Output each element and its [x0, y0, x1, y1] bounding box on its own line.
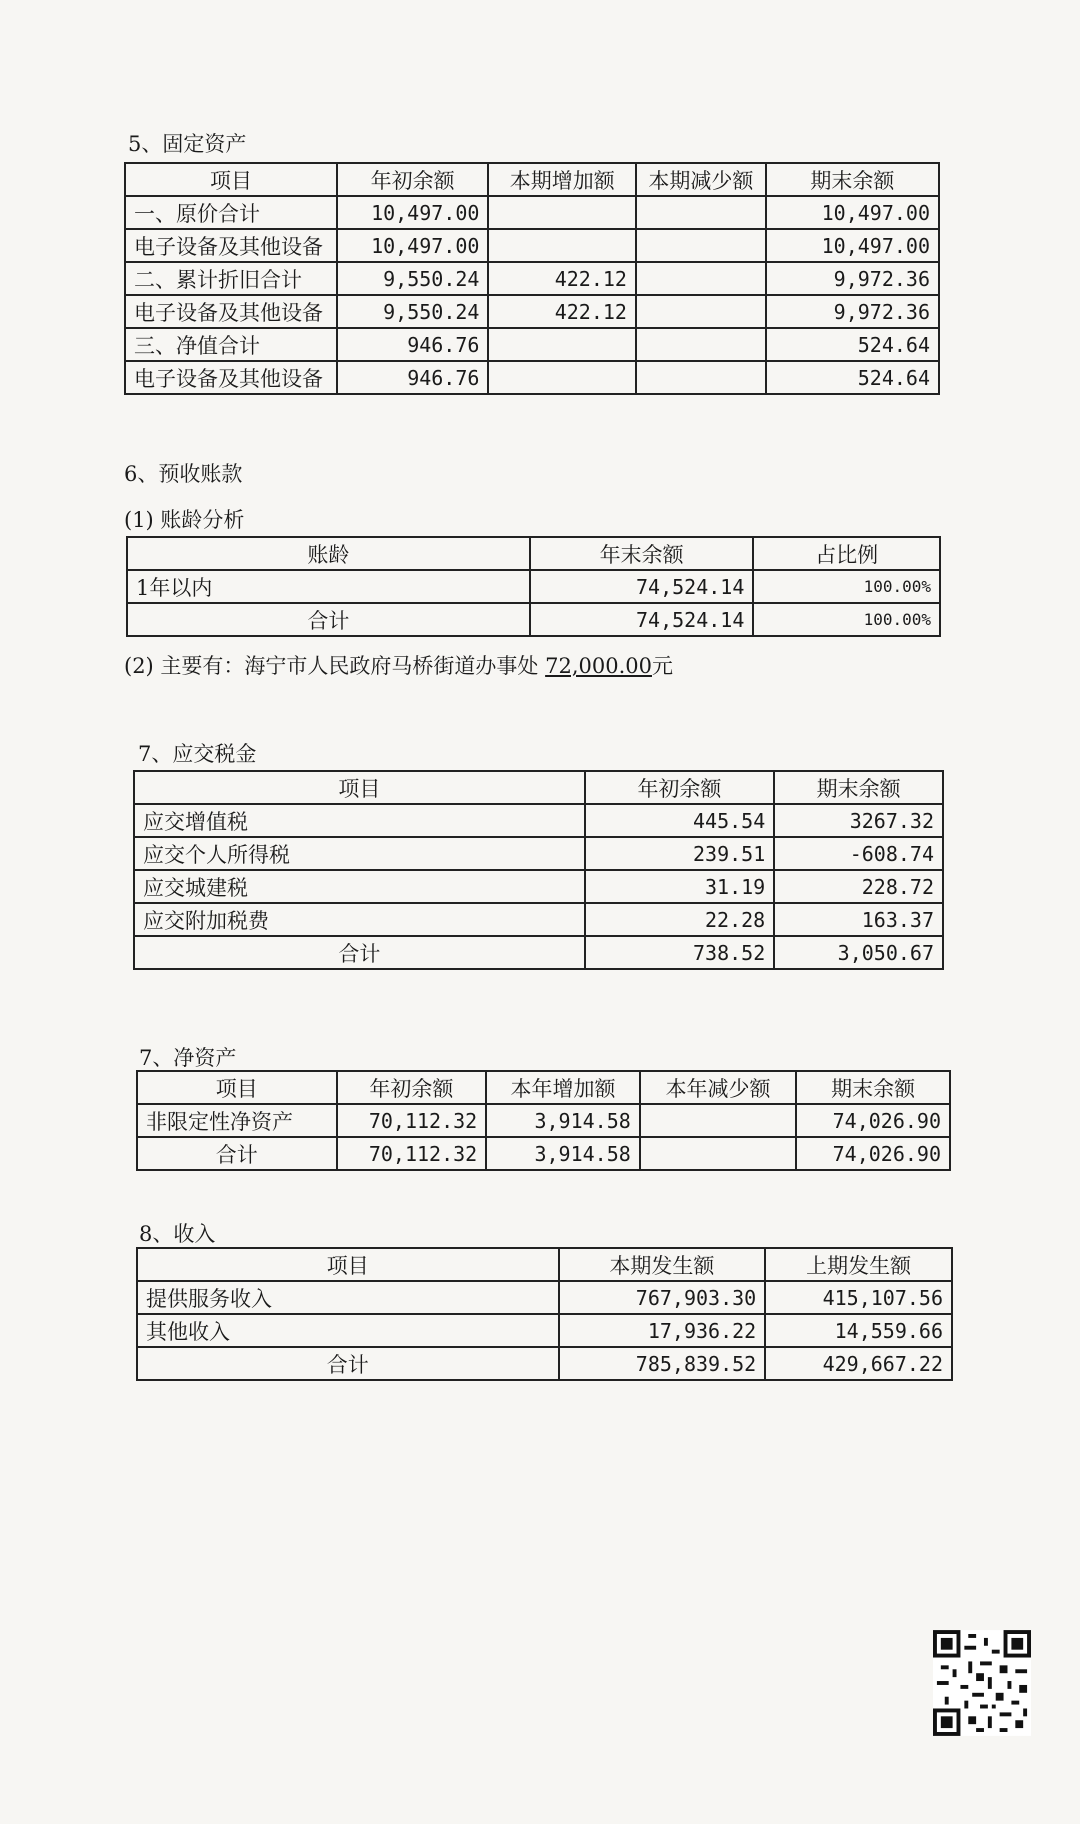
header-cell: 期末余额: [766, 163, 939, 196]
table-row: [125, 295, 939, 328]
header-cell: 账龄: [127, 537, 530, 570]
cell-value: [640, 1104, 797, 1137]
row-label: 应交个人所得税: [134, 837, 585, 870]
table-row: [137, 1347, 952, 1380]
cell-value: 74,026.90: [796, 1104, 950, 1137]
cell-value: 228.72: [774, 870, 943, 903]
row-label: 三、净值合计: [125, 328, 337, 361]
header-cell: 本期增加额: [488, 163, 636, 196]
table-row: [134, 870, 943, 903]
header-cell: 项目: [125, 163, 337, 196]
header-cell: 期末余额: [774, 771, 943, 804]
cell-value: 415,107.56: [765, 1281, 952, 1314]
table-header-row: [125, 163, 939, 196]
cell-value: 10,497.00: [337, 229, 489, 262]
cell-value: 100.00%: [753, 603, 940, 636]
row-label: 电子设备及其他设备: [125, 229, 337, 262]
cell-value: 70,112.32: [337, 1137, 487, 1170]
header-cell: 项目: [137, 1248, 559, 1281]
cell-value: 14,559.66: [765, 1314, 952, 1347]
cell-value: [636, 262, 766, 295]
row-label: 1年以内: [127, 570, 530, 603]
header-cell: 年初余额: [585, 771, 775, 804]
row-label: 其他收入: [137, 1314, 559, 1347]
cell-value: [488, 229, 636, 262]
section-title-advance-receipts: 6、预收账款: [124, 462, 243, 486]
row-label: 电子设备及其他设备: [125, 361, 337, 394]
table-row: [137, 1314, 952, 1347]
table-row: [125, 229, 939, 262]
header-cell: 本期发生额: [559, 1248, 766, 1281]
row-label: 合计: [137, 1347, 559, 1380]
cell-value: 100.00%: [753, 570, 940, 603]
table-row: [125, 361, 939, 394]
table-row: [134, 804, 943, 837]
row-label: 应交城建税: [134, 870, 585, 903]
table-header-row: [137, 1248, 952, 1281]
row-label: 应交增值税: [134, 804, 585, 837]
table-header-row: [134, 771, 943, 804]
table-row: [134, 936, 943, 969]
cell-value: [636, 328, 766, 361]
table-header-row: [127, 537, 940, 570]
row-label: 二、累计折旧合计: [125, 262, 337, 295]
table-row: [137, 1281, 952, 1314]
cell-value: 9,972.36: [766, 295, 939, 328]
table-row: [127, 570, 940, 603]
header-cell: 本年减少额: [640, 1071, 797, 1104]
cell-value: 74,524.14: [530, 603, 754, 636]
section-title-fixed-assets: 5、固定资产: [128, 132, 247, 156]
section-title-net-assets: 7、净资产: [139, 1046, 237, 1070]
table-row: [137, 1137, 950, 1170]
taxes-table: [133, 770, 944, 970]
cell-value: 3267.32: [774, 804, 943, 837]
section-title-taxes: 7、应交税金: [138, 742, 257, 766]
cell-value: 163.37: [774, 903, 943, 936]
cell-value: 524.64: [766, 361, 939, 394]
qr-code-icon: [933, 1630, 1031, 1736]
section-title-income: 8、收入: [139, 1222, 216, 1246]
cell-value: 17,936.22: [559, 1314, 766, 1347]
table-row: [125, 196, 939, 229]
header-cell: 年初余额: [337, 1071, 487, 1104]
row-label: 电子设备及其他设备: [125, 295, 337, 328]
cell-value: [636, 229, 766, 262]
row-label: 非限定性净资产: [137, 1104, 337, 1137]
cell-value: 74,524.14: [530, 570, 754, 603]
subsection-title-aging: (1) 账龄分析: [124, 508, 245, 532]
header-cell: 占比例: [753, 537, 940, 570]
table-row: [127, 603, 940, 636]
aging-table: [126, 536, 941, 637]
cell-value: [488, 328, 636, 361]
cell-value: 9,972.36: [766, 262, 939, 295]
cell-value: [640, 1137, 797, 1170]
cell-value: 785,839.52: [559, 1347, 766, 1380]
cell-value: 9,550.24: [337, 262, 489, 295]
row-label: 提供服务收入: [137, 1281, 559, 1314]
cell-value: 738.52: [585, 936, 775, 969]
table-header-row: [137, 1071, 950, 1104]
header-cell: 上期发生额: [765, 1248, 952, 1281]
net-assets-table: [136, 1070, 951, 1171]
cell-value: 3,050.67: [774, 936, 943, 969]
header-cell: 本年增加额: [486, 1071, 640, 1104]
cell-value: 10,497.00: [766, 196, 939, 229]
row-label: 合计: [134, 936, 585, 969]
header-cell: 项目: [137, 1071, 337, 1104]
table-row: [125, 328, 939, 361]
cell-value: 422.12: [488, 262, 636, 295]
cell-value: 9,550.24: [337, 295, 489, 328]
cell-value: 31.19: [585, 870, 775, 903]
cell-value: 445.54: [585, 804, 775, 837]
cell-value: -608.74: [774, 837, 943, 870]
table-row: [134, 903, 943, 936]
cell-value: 422.12: [488, 295, 636, 328]
table-row: [125, 262, 939, 295]
fixed-assets-table: [124, 162, 940, 395]
cell-value: 946.76: [337, 328, 489, 361]
header-cell: 项目: [134, 771, 585, 804]
table-row: [137, 1104, 950, 1137]
cell-value: [488, 196, 636, 229]
cell-value: 429,667.22: [765, 1347, 952, 1380]
income-table: [136, 1247, 953, 1381]
cell-value: [488, 361, 636, 394]
header-cell: 年末余额: [530, 537, 754, 570]
note-suffix: 元: [652, 654, 673, 678]
note-prefix: (2) 主要有：海宁市人民政府马桥街道办事处: [124, 654, 546, 678]
header-cell: 期末余额: [796, 1071, 950, 1104]
cell-value: 10,497.00: [766, 229, 939, 262]
cell-value: 70,112.32: [337, 1104, 487, 1137]
cell-value: 74,026.90: [796, 1137, 950, 1170]
cell-value: [636, 196, 766, 229]
cell-value: 767,903.30: [559, 1281, 766, 1314]
note-amount: 72,000.00: [545, 654, 652, 678]
row-label: 应交附加税费: [134, 903, 585, 936]
cell-value: 3,914.58: [486, 1104, 640, 1137]
cell-value: 239.51: [585, 837, 775, 870]
row-label: 合计: [127, 603, 530, 636]
row-label: 一、原价合计: [125, 196, 337, 229]
table-row: [134, 837, 943, 870]
cell-value: 946.76: [337, 361, 489, 394]
header-cell: 本期减少额: [636, 163, 766, 196]
cell-value: 524.64: [766, 328, 939, 361]
advance-receipts-note: [124, 650, 673, 680]
cell-value: 10,497.00: [337, 196, 489, 229]
cell-value: 3,914.58: [486, 1137, 640, 1170]
cell-value: [636, 361, 766, 394]
cell-value: [636, 295, 766, 328]
cell-value: 22.28: [585, 903, 775, 936]
row-label: 合计: [137, 1137, 337, 1170]
header-cell: 年初余额: [337, 163, 489, 196]
